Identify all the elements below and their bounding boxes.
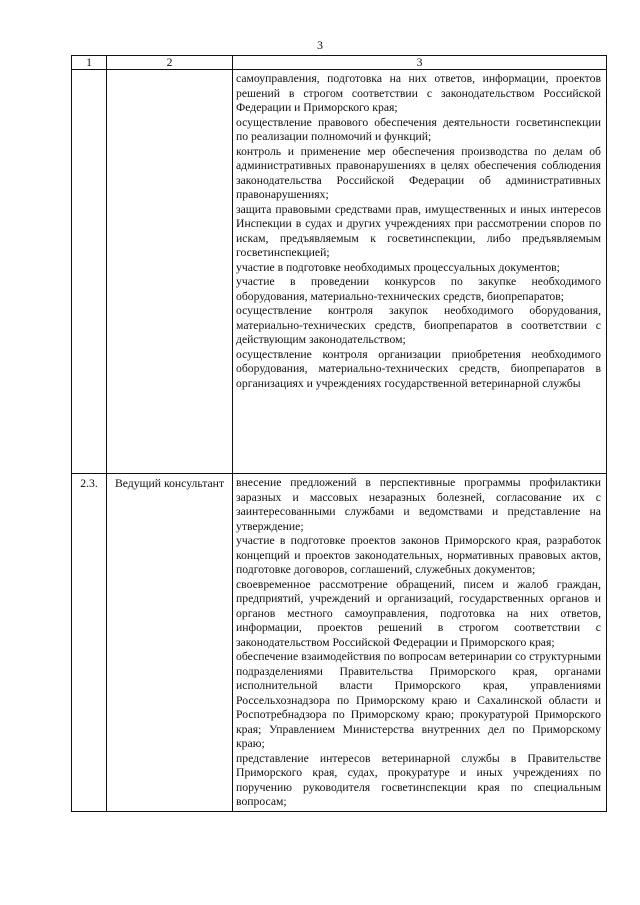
duty-item: контроль и применение мер обеспечения производства по делам об административных правонарушениях в целях обеспечения соблюдения законодательства Российской Федерации об административных правонарушениях; [236, 144, 601, 201]
duty-item: осуществление контроля организации приобретения необходимого оборудования, материально-технических средств, биопрепаратов в организациях и учреждениях государственной ветеринарной службы [236, 347, 601, 390]
page-number: 3 [317, 38, 323, 52]
duty-item: участие в подготовке необходимых процессуальных документов; [236, 260, 560, 274]
duty-item: осуществление контроля закупок необходимого оборудования, материально-технических средств, биопрепаратов в соответствии с действующим законодательством; [236, 304, 601, 346]
duty-item: внесение предложений в перспективные программы профилактики заразных и массовых незаразных болезней, согласование их с заинтересованными службами и ведомствами и представление на утверждение; [236, 476, 601, 533]
duty-item: обеспечение взаимодействия по вопросам ветеринарии со структурными подразделениями Правительства Приморского края, органами исполнительной власти Приморского края, управлениями Россельхознадзора по Приморскому краю и Сахалинской области и Роспотребнадзора по Приморскому краю; прокуратурой Приморского края; Управлением Министерства внутренних дел по Приморскому краю; [236, 650, 601, 750]
duty-item: самоуправления, подготовка на них ответов, информации, проектов решений в строгом соответствии с законодательством Российской Федерации и Приморского края; [236, 72, 601, 114]
row-duties [233, 474, 607, 812]
duty-item: участие в подготовке проектов законов Приморского края, разработок концепций и проектов законодательных, нормативных правовых актов, подготовке договоров, соглашений, служебных документов; [236, 534, 601, 576]
row-number [72, 70, 107, 474]
duty-item: осуществление правового обеспечения деятельности госветинспекции по реализации полномочий и функций; [236, 115, 601, 143]
row-number: 2.3. [72, 474, 107, 812]
duty-item: участие в проведении конкурсов по закупке необходимого оборудования, материально-технических средств, биопрепаратов; [236, 275, 601, 303]
duty-item: своевременное рассмотрение обращений, писем и жалоб граждан, предприятий, учреждений и организаций, государственных органов и органов местного самоуправления, подготовка на них ответов, информации, проектов решений в строгом соответствии с законодательством Российской Федерации и Приморского края; [236, 577, 601, 649]
table-row [72, 70, 607, 474]
header-col-1: 1 [72, 56, 107, 70]
header-col-3: 3 [233, 56, 607, 70]
duty-item: защита правовыми средствами прав, имущественных и иных интересов Инспекции в судах и других учреждениях при рассмотрении споров по искам, предъявляемым к госветинспекции, либо предъявляемым госветинспекцией; [236, 202, 601, 259]
header-col-2: 2 [107, 56, 233, 70]
duties-table [71, 55, 607, 812]
row-duties [233, 70, 607, 474]
table-header-row [72, 56, 607, 70]
row-position [107, 70, 233, 474]
row-position: Ведущий консультант [107, 474, 233, 812]
table-row [72, 474, 607, 812]
duty-item: представление интересов ветеринарной службы в Правительстве Приморского края, судах, прокуратуре и иных учреждениях по поручению руководителя госветинспекции края по специальным вопросам; [236, 751, 601, 808]
